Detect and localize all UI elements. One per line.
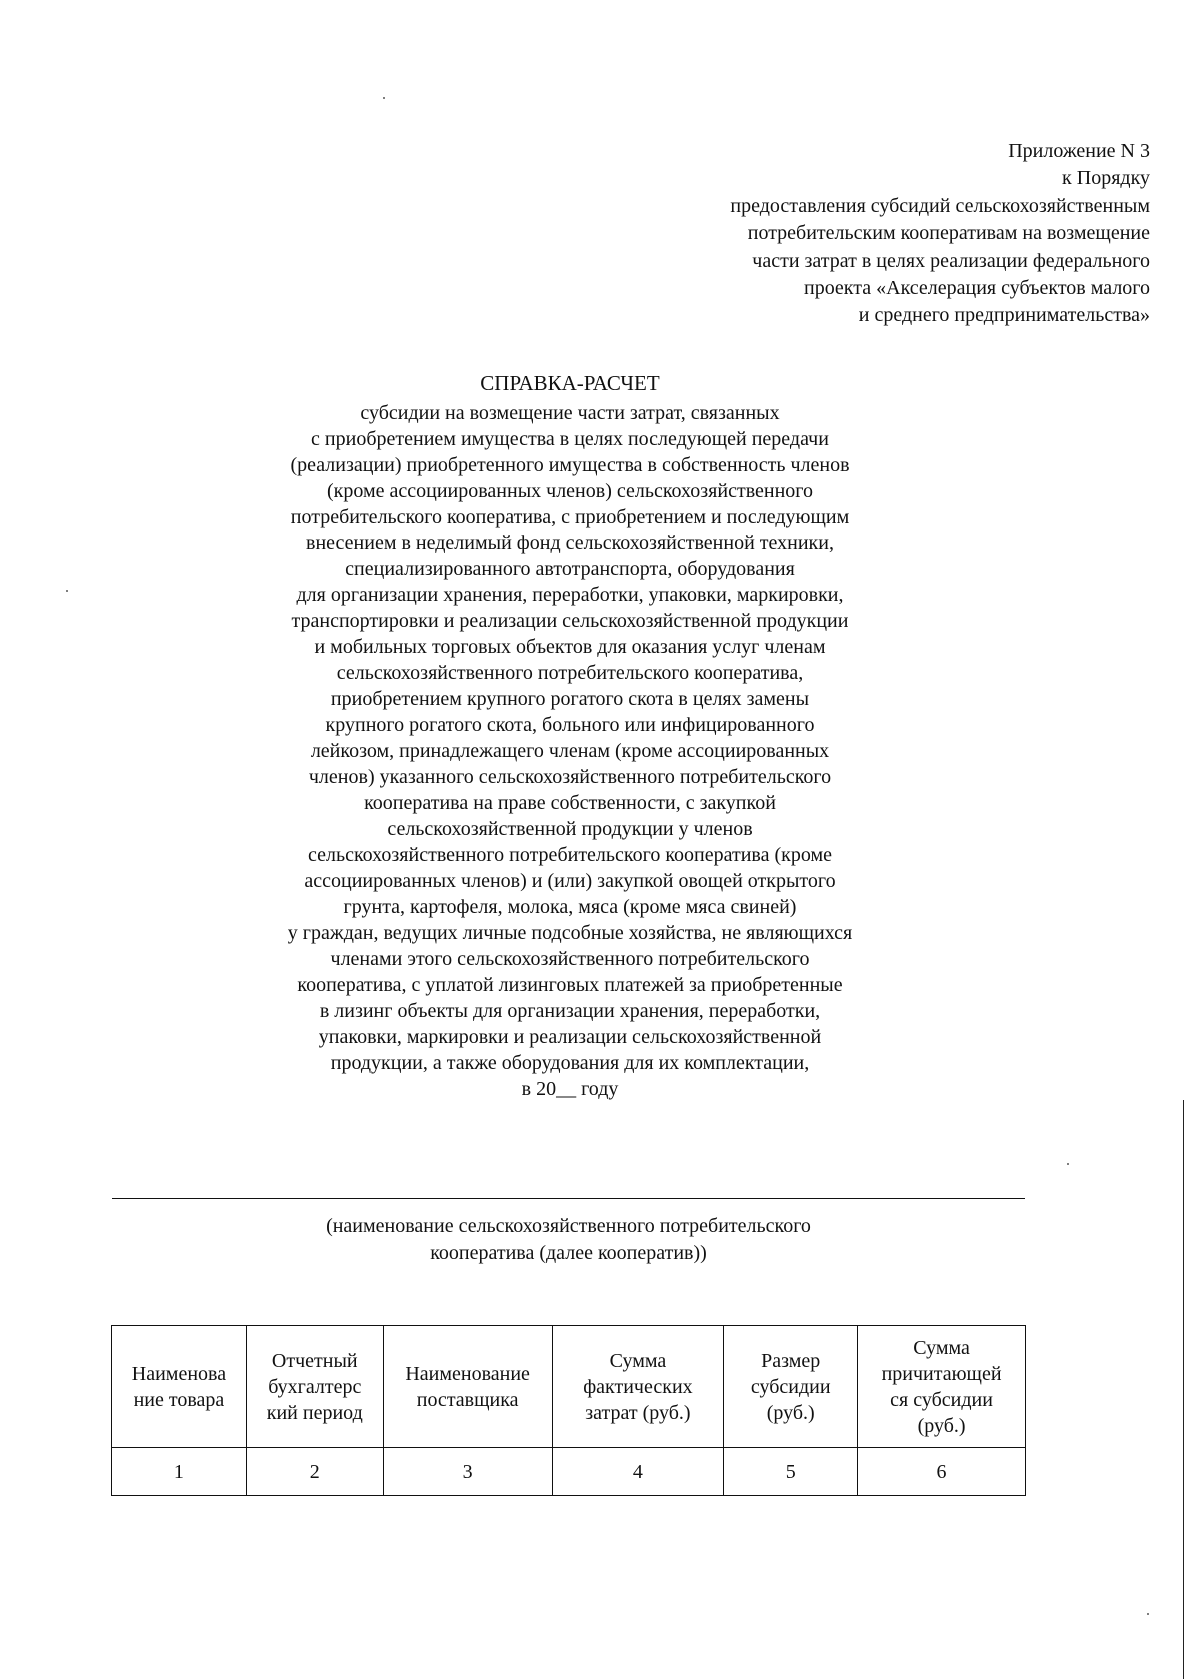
appendix-line: проекта «Акселерация субъектов малого [803,277,1150,300]
column-number-cell: 3 [383,1448,552,1496]
title-line: специализированного автотранспорта, оборудования [345,558,795,580]
title-line: крупного рогатого скота, больного или инфицированного [325,714,815,736]
appendix-line: части затрат в целях реализации федерального [752,249,1150,272]
table-row [112,1448,1026,1496]
scan-speck [66,590,68,592]
appendix-line: потребительским кооперативам на возмещение [747,222,1150,245]
header-cell-supplier-name: Наименование поставщика [383,1326,552,1448]
appendix-line: предоставления субсидий сельскохозяйственным [730,194,1150,217]
header-cell-product-name: Наименова ние товара [112,1326,247,1448]
title-line: потребительского кооператива, с приобретением и последующим [290,506,850,528]
scan-margin-line [1183,1100,1184,1679]
scan-speck [1067,1163,1069,1165]
title-line: с приобретением имущества в целях последующей передачи [311,428,829,450]
title-line-year: в 20__ году [521,1078,619,1100]
title-line: (реализации) приобретенного имущества в собственность членов [290,454,850,476]
document-title [190,370,950,1102]
title-line: (кроме ассоциированных членов) сельскохозяйственного [326,480,814,502]
appendix-line: Приложение N 3 [1008,140,1150,162]
title-line: членов) указанного сельскохозяйственного потребительского [308,766,832,788]
column-number-cell: 4 [552,1448,724,1496]
title-line: кооператива, с уплатой лизинговых платежей за приобретенные [297,974,843,996]
scan-speck [1147,1613,1149,1615]
cooperative-name-caption [112,1213,1025,1267]
header-cell-subsidy-due: Сумма причитающей ся субсидии (руб.) [858,1326,1026,1448]
title-line: у граждан, ведущих личные подсобные хозяйства, не являющихся [287,922,853,944]
caption-line: (наименование сельскохозяйственного потребительского [326,1215,811,1237]
title-line: кооператива на праве собственности, с закупкой [364,792,776,814]
title-line: внесением в неделимый фонд сельскохозяйственной техники, [306,532,834,554]
header-cell-actual-costs: Сумма фактических затрат (руб.) [552,1326,724,1448]
title-line: сельскохозяйственной продукции у членов [387,818,753,840]
title-heading: СПРАВКА-РАСЧЕТ [480,371,660,395]
title-line: сельскохозяйственного потребительского кооператива, [336,662,804,684]
title-line: сельскохозяйственного потребительского кооператива (кроме [307,844,832,866]
title-line: для организации хранения, переработки, упаковки, маркировки, [296,584,844,606]
title-line: и мобильных торговых объектов для оказания услуг членам [314,636,826,658]
column-number-cell: 6 [858,1448,1026,1496]
header-cell-reporting-period: Отчетный бухгалтерс кий период [246,1326,383,1448]
appendix-line: и среднего предпринимательства» [858,304,1150,327]
title-line: приобретением крупного рогатого скота в целях замены [330,688,810,710]
column-number-cell: 5 [724,1448,858,1496]
appendix-line: к Порядку [1062,167,1150,190]
title-line: лейкозом, принадлежащего членам (кроме ассоциированных [310,740,830,762]
cooperative-name-fill-line [112,1198,1025,1199]
appendix-block [590,138,1150,330]
title-line: субсидии на возмещение части затрат, связанных [360,402,780,424]
title-line: транспортировки и реализации сельскохозяйственной продукции [291,610,849,632]
scan-speck [383,97,385,99]
title-line: грунта, картофеля, молока, мяса (кроме мяса свиней) [343,896,797,918]
table-header-row [112,1326,1026,1448]
title-line: упаковки, маркировки и реализации сельскохозяйственной [318,1026,822,1048]
title-line: в лизинг объекты для организации хранения, переработки, [319,1000,821,1022]
title-line: членами этого сельскохозяйственного потребительского [330,948,810,970]
column-number-cell: 2 [246,1448,383,1496]
calculation-table [111,1325,1026,1496]
caption-line: кооператива (далее кооператив)) [430,1242,707,1264]
column-number-cell: 1 [112,1448,247,1496]
header-cell-subsidy-rate: Размер субсидии (руб.) [724,1326,858,1448]
title-line: продукции, а также оборудования для их комплектации, [330,1052,810,1074]
title-line: ассоциированных членов) и (или) закупкой овощей открытого [304,870,836,892]
